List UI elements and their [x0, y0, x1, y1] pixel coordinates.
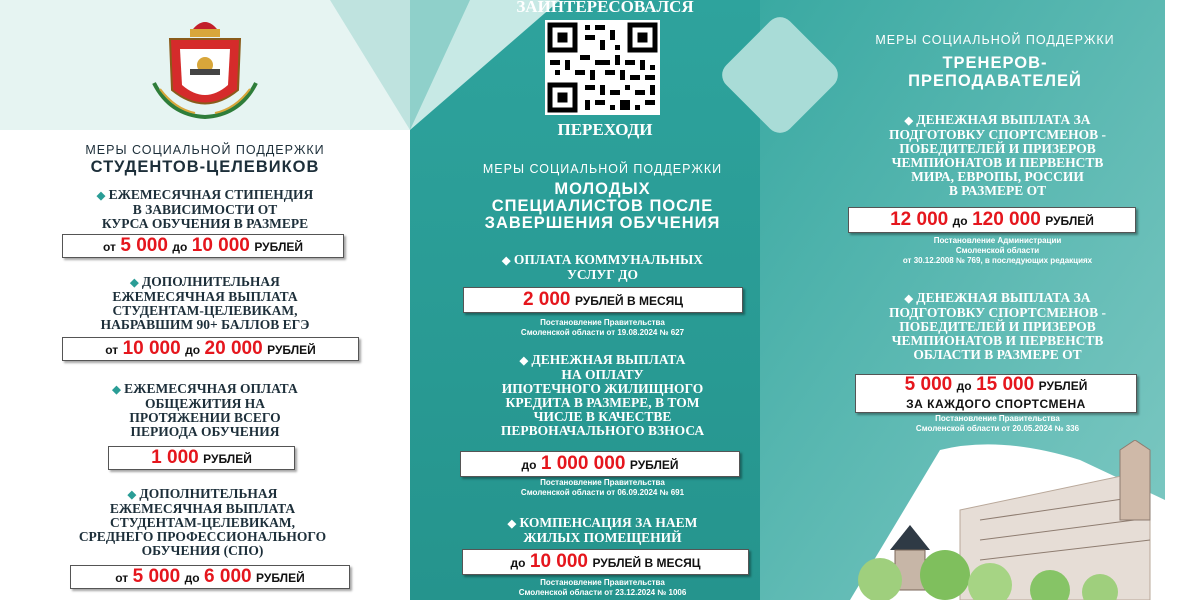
right-header-big: ТРЕНЕРОВ- ПРЕПОДАВАТЕЛЕЙ — [908, 54, 1082, 90]
middle-item-3: ◆ КОМПЕНСАЦИЯ ЗА НАЕМ ЖИЛЫХ ПОМЕЩЕНИЙ — [507, 515, 698, 545]
middle-amount-3: до 10 000 РУБЛЕЙ В МЕСЯЦ — [462, 549, 749, 575]
qr-top-text: ЗАИНТЕРЕСОВАЛСЯ — [516, 0, 694, 16]
diamond-bullet-icon: ◆ — [112, 384, 121, 396]
right-item-1: ◆ ДЕНЕЖНАЯ ВЫПЛАТА ЗА ПОДГОТОВКУ СПОРТСМЕНОВ - ПОБЕДИТЕЛЕЙ И ПРИЗЕРОВ ЧЕМПИОНАТОВ И ПЕРВЕНСТВ МИРА, ЕВРОПЫ, РОССИИ В РАЗМЕРЕ ОТ — [888, 112, 1107, 198]
diamond-bullet-icon: ◆ — [127, 489, 137, 501]
left-item-3: ◆ ЕЖЕМЕСЯЧНАЯ ОПЛАТА ОБЩЕЖИТИЯ НА ПРОТЯЖЕНИИ ВСЕГО ПЕРИОДА ОБУЧЕНИЯ — [112, 381, 298, 439]
smolensk-coat-of-arms-icon — [140, 5, 270, 130]
diamond-bullet-icon: ◆ — [96, 190, 106, 202]
middle-note-3: Постановление Правительства Смоленской области от 23.12.2024 № 1006 — [518, 578, 687, 597]
left-amount-1: от 5 000 до 10 000 РУБЛЕЙ — [62, 234, 344, 258]
left-amount-3: 1 000 РУБЛЕЙ — [108, 446, 295, 470]
left-item-2: ◆ ДОПОЛНИТЕЛЬНАЯ ЕЖЕМЕСЯЧНАЯ ВЫПЛАТА СТУДЕНТАМ-ЦЕЛЕВИКАМ, НАБРАВШИМ 90+ БАЛЛОВ ЕГЭ — [100, 274, 310, 332]
qr-bottom-text: ПЕРЕХОДИ — [557, 120, 653, 139]
diamond-bullet-icon: ◆ — [904, 293, 913, 305]
right-header-small: МЕРЫ СОЦИАЛЬНОЙ ПОДДЕРЖКИ — [875, 33, 1115, 47]
right-item-2: ◆ ДЕНЕЖНАЯ ВЫПЛАТА ЗА ПОДГОТОВКУ СПОРТСМЕНОВ - ПОБЕДИТЕЛЕЙ И ПРИЗЕРОВ ЧЕМПИОНАТОВ И ПЕРВЕНСТВ ОБЛАСТИ В РАЗМЕРЕ ОТ — [888, 290, 1107, 362]
left-item-1: ◆ ЕЖЕМЕСЯЧНАЯ СТИПЕНДИЯ В ЗАВИСИМОСТИ ОТ КУРСА ОБУЧЕНИЯ В РАЗМЕРЕ — [96, 187, 314, 231]
middle-note-1: Постановление Правительства Смоленской области от 19.08.2024 № 627 — [520, 318, 685, 337]
middle-item-1: ◆ ОПЛАТА КОММУНАЛЬНЫХ УСЛУГ ДО — [501, 252, 703, 282]
diamond-bullet-icon: ◆ — [130, 277, 139, 289]
right-amount-2: 5 000 до 15 000 РУБЛЕЙ ЗА КАЖДОГО СПОРТСМЕНА — [855, 374, 1137, 413]
kremlin-tower-illustration — [850, 440, 1165, 600]
middle-note-2: Постановление Правительства Смоленской области от 06.09.2024 № 691 — [520, 478, 685, 497]
left-header-small: МЕРЫ СОЦИАЛЬНОЙ ПОДДЕРЖКИ — [85, 143, 325, 157]
left-item-4: ◆ ДОПОЛНИТЕЛЬНАЯ ЕЖЕМЕСЯЧНАЯ ВЫПЛАТА СТУДЕНТАМ-ЦЕЛЕВИКАМ, СРЕДНЕГО ПРОФЕССИОНАЛЬНОГО ОБУЧЕНИЯ (СПО) — [78, 486, 327, 558]
left-amount-2: от 10 000 до 20 000 РУБЛЕЙ — [62, 337, 359, 361]
middle-amount-1: 2 000 РУБЛЕЙ В МЕСЯЦ — [463, 287, 743, 313]
right-note-1: Постановление Администрации Смоленской области от 30.12.2008 № 769, в последующих редакциях — [902, 236, 1093, 265]
middle-item-2: ◆ ДЕНЕЖНАЯ ВЫПЛАТА НА ОПЛАТУ ИПОТЕЧНОГО ЖИЛИЩНОГО КРЕДИТА В РАЗМЕРЕ, В ТОМ ЧИСЛЕ В КАЧЕСТВЕ ПЕРВОНАЧАЛЬНОГО ВЗНОСА — [500, 352, 705, 438]
right-amount-1: 12 000 до 120 000 РУБЛЕЙ — [848, 207, 1136, 233]
middle-amount-2: до 1 000 000 РУБЛЕЙ — [460, 451, 740, 477]
left-amount-4: от 5 000 до 6 000 РУБЛЕЙ — [70, 565, 350, 589]
diamond-bullet-icon: ◆ — [507, 518, 517, 530]
qr-code-icon[interactable] — [545, 20, 660, 115]
diamond-bullet-icon: ◆ — [501, 255, 511, 267]
middle-header-big: МОЛОДЫХ СПЕЦИАЛИСТОВ ПОСЛЕ ЗАВЕРШЕНИЯ ОБУЧЕНИЯ — [484, 180, 721, 232]
left-header-big: СТУДЕНТОВ-ЦЕЛЕВИКОВ — [90, 158, 320, 176]
right-note-2: Постановление Правительства Смоленской области от 20.05.2024 № 336 — [915, 414, 1080, 433]
diamond-bullet-icon: ◆ — [904, 115, 913, 127]
middle-header-small: МЕРЫ СОЦИАЛЬНОЙ ПОДДЕРЖКИ — [482, 162, 723, 176]
diamond-bullet-icon: ◆ — [519, 355, 529, 367]
